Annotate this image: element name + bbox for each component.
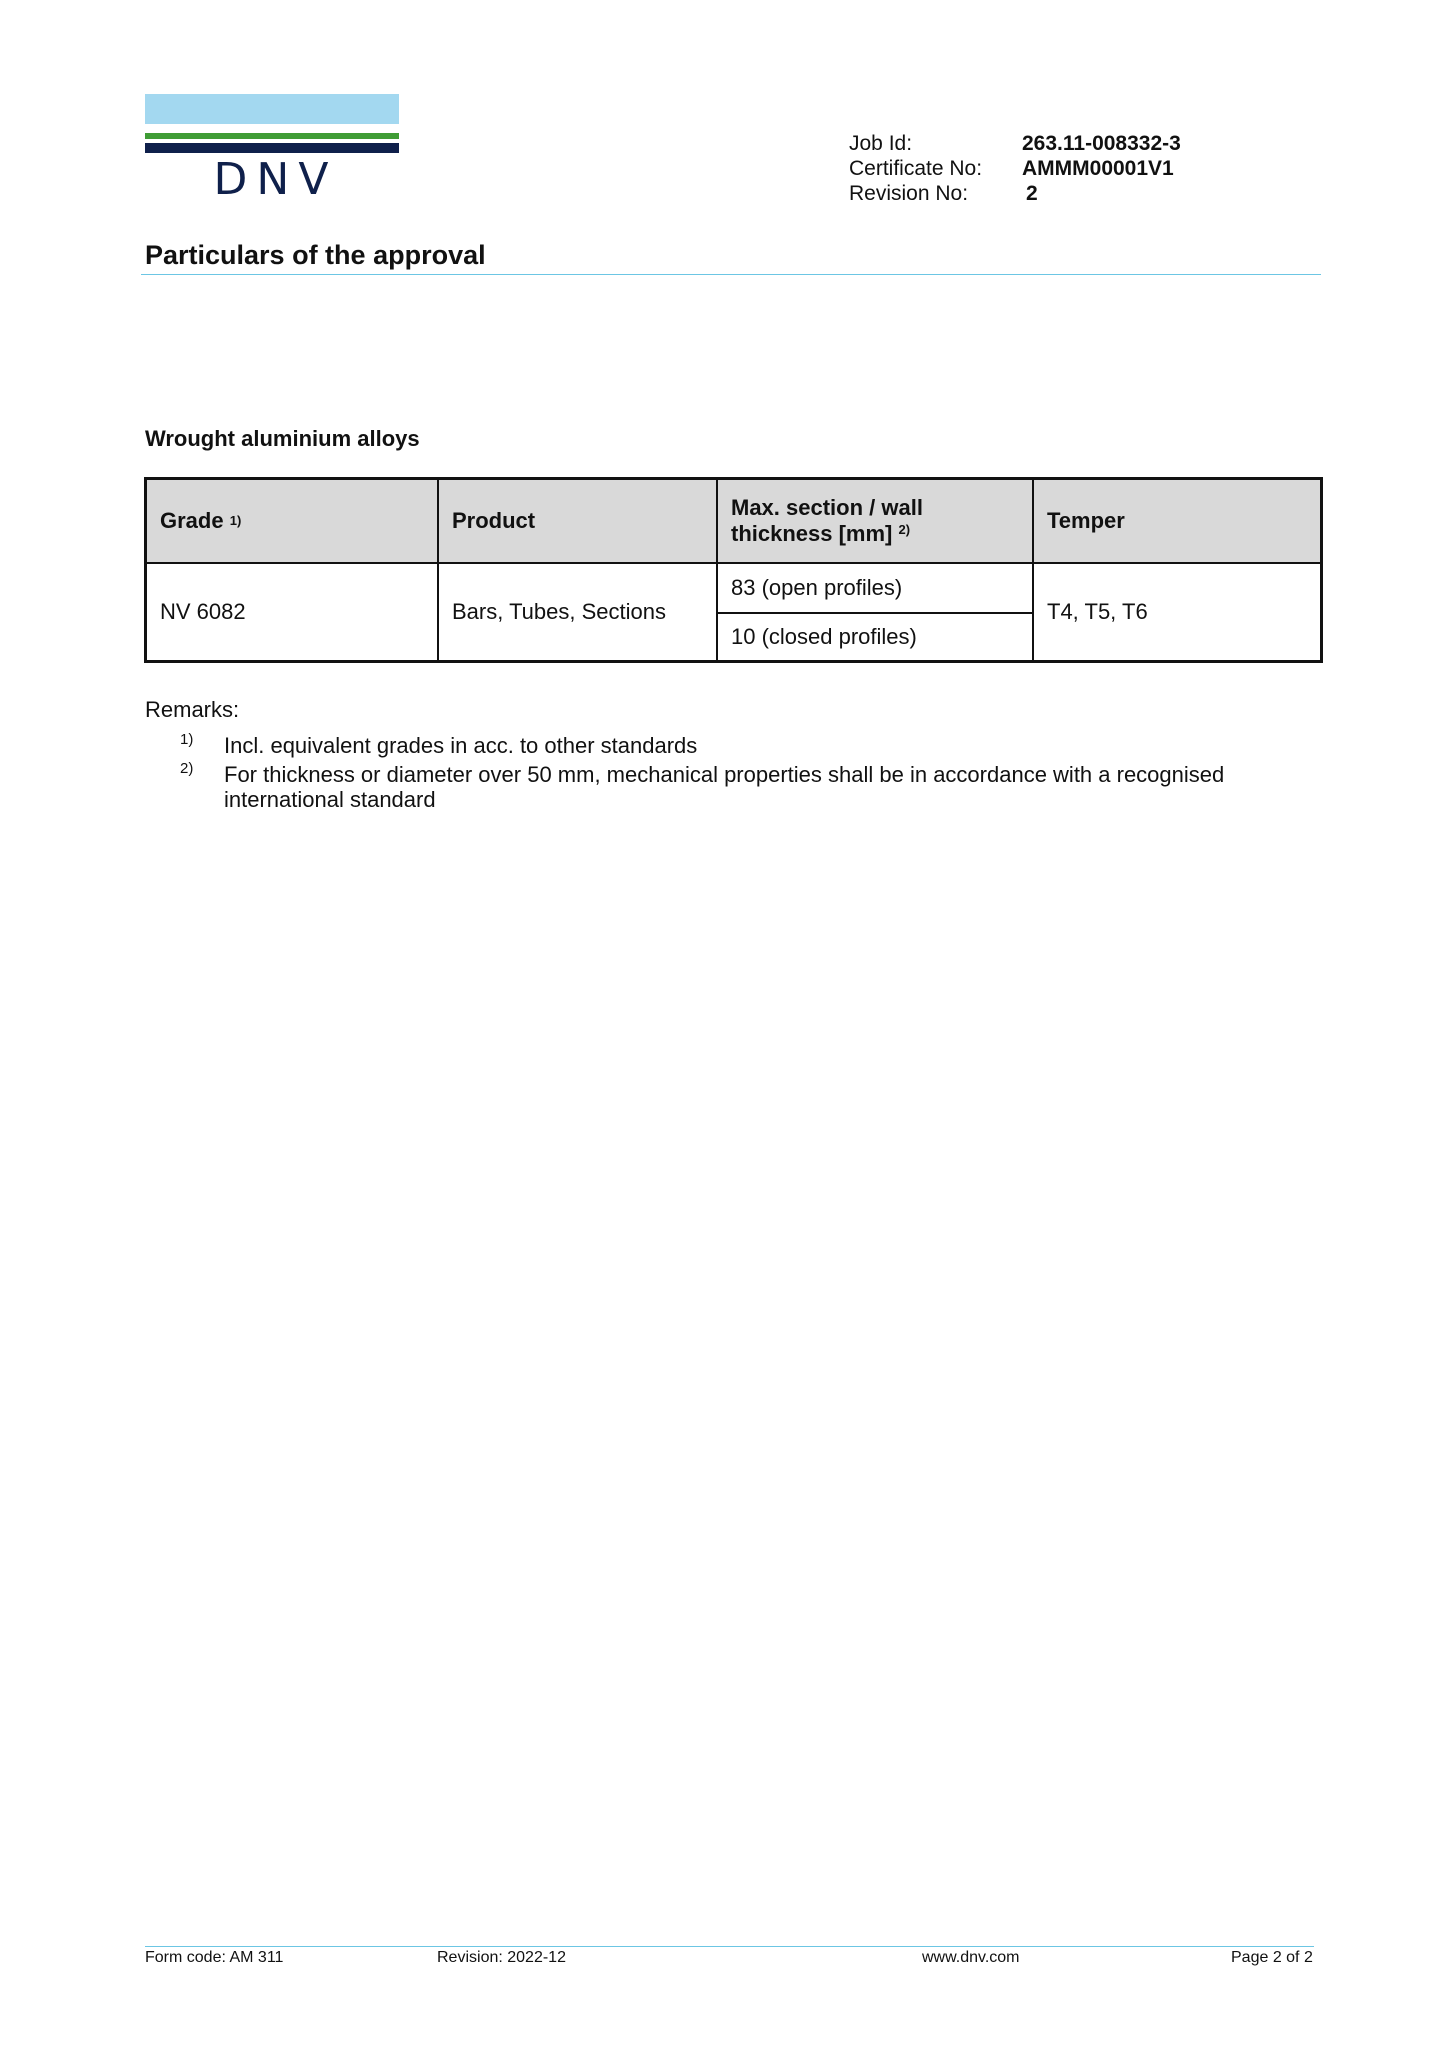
revision-value: 2 <box>1026 182 1038 205</box>
table-cell-temper: T4, T5, T6 <box>1047 599 1148 624</box>
remarks-label: Remarks: <box>145 697 240 722</box>
job-id-label: Job Id: <box>849 132 913 155</box>
footer-website-link[interactable]: www.dnv.com <box>922 1949 1020 1966</box>
header-grade: Grade 1) <box>160 508 242 533</box>
certificate-row <box>849 156 1181 181</box>
section-title: Particulars of the approval <box>145 240 486 270</box>
title-divider <box>141 274 1321 275</box>
certificate-value: AMMM00001V1 <box>1022 157 1174 180</box>
certificate-label: Certificate No: <box>849 157 983 180</box>
job-id-row <box>849 131 1181 156</box>
footer-revision: Revision: 2022-12 <box>437 1949 566 1966</box>
logo-green-band <box>145 133 399 139</box>
logo-text: DNV <box>213 154 338 205</box>
remark-1-text: Incl. equivalent grades in acc. to other standards <box>224 733 698 758</box>
header-thickness-line2-wrap <box>731 521 1032 547</box>
revision-label: Revision No: <box>849 182 969 205</box>
header-thickness-line2: thickness [mm] <box>731 521 893 546</box>
header-thickness <box>718 480 1032 562</box>
logo-dark-blue-band <box>145 143 399 153</box>
footer-form-code: Form code: AM 311 <box>145 1949 284 1966</box>
job-id-value: 263.11-008332-3 <box>1022 132 1181 155</box>
header-product: Product <box>452 508 536 533</box>
approval-table <box>144 477 1323 663</box>
table-cell-thickness-closed: 10 (closed profiles) <box>731 624 917 649</box>
header-temper: Temper <box>1047 508 1125 533</box>
header-thickness-line1: Max. section / wall <box>731 495 923 520</box>
dnv-logo <box>145 94 399 206</box>
table-cell-grade: NV 6082 <box>160 599 246 624</box>
revision-row <box>849 181 1181 206</box>
certificate-info <box>849 131 1181 206</box>
remark-1-marker: 1) <box>180 731 194 748</box>
footer-divider <box>145 1946 1314 1947</box>
table-cell-product: Bars, Tubes, Sections <box>452 599 666 624</box>
remark-2-marker: 2) <box>180 760 194 777</box>
remark-2-text: For thickness or diameter over 50 mm, mechanical properties shall be in accordance with a recognised international standard <box>224 762 1225 812</box>
alloys-subtitle: Wrought aluminium alloys <box>145 426 420 451</box>
logo-light-blue-band <box>145 94 399 124</box>
header-grade-label: Grade <box>160 508 224 533</box>
table-cell-thickness-open: 83 (open profiles) <box>731 575 903 600</box>
footer-page-number: Page 2 of 2 <box>1231 1949 1313 1966</box>
header-thickness-note: 2) <box>898 522 911 537</box>
